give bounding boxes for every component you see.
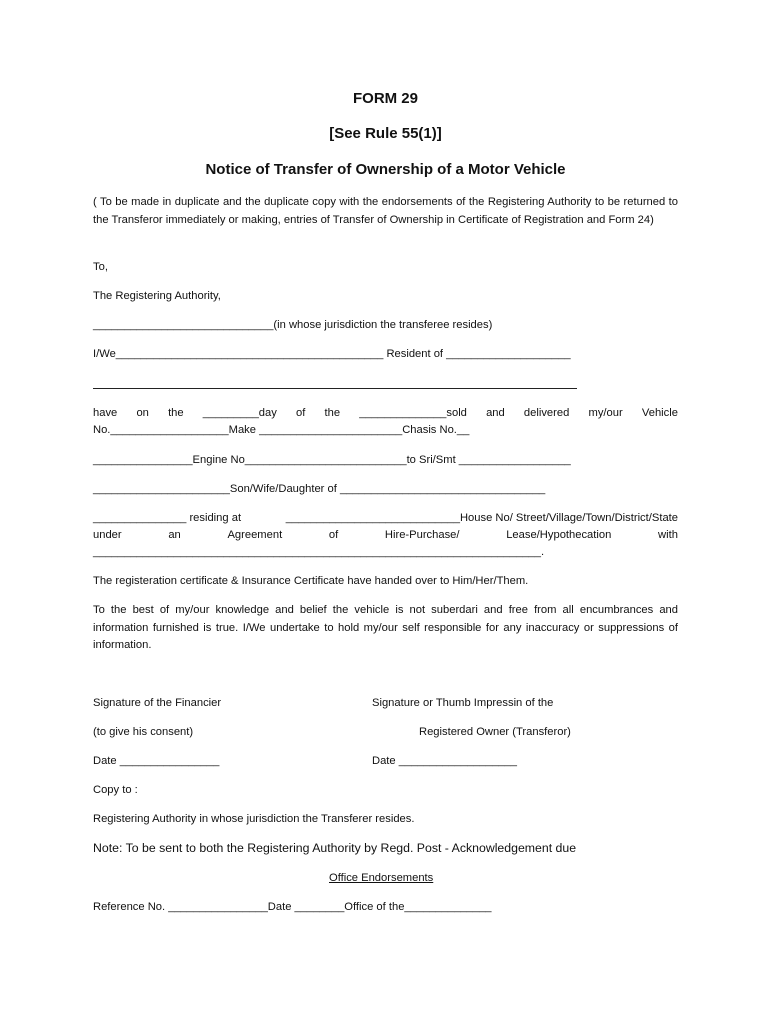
- word: my/our: [588, 407, 623, 419]
- word: the: [324, 407, 341, 419]
- residing-at-line: [93, 510, 678, 527]
- agreement-line: [93, 527, 678, 544]
- owner-signature-label: Signature or Thumb Impressin of the: [372, 697, 554, 709]
- copy-to-label: Copy to :: [93, 784, 138, 796]
- financier-signature-label: Signature of the Financier: [93, 697, 222, 709]
- word: the: [168, 407, 184, 419]
- form-number: FORM 29: [352, 90, 418, 107]
- engine-no-line: ________________Engine No__________________________to Sri/Smt __________________: [93, 454, 571, 466]
- financier-name-line: ________________________________________________________________________.: [93, 546, 545, 558]
- to-label: To,: [93, 261, 108, 273]
- word: an: [168, 529, 181, 541]
- word: of: [328, 529, 339, 541]
- word: have: [93, 407, 118, 419]
- form-title: Notice of Transfer of Ownership of a Motor Vehicle: [205, 161, 566, 178]
- copy-recipient: Registering Authority in whose jurisdiction the Transferer resides.: [93, 813, 415, 825]
- word: and: [486, 407, 505, 419]
- house-address-field: ____________________________House No/ Street/Village/Town/District/State: [285, 512, 678, 524]
- word: Hire-Purchase/: [384, 529, 460, 541]
- office-endorsements-heading: Office Endorsements: [329, 872, 434, 884]
- have-on-the-day-line: [93, 405, 678, 422]
- residing-field: _______________ residing at: [93, 512, 242, 524]
- owner-date-field: Date ___________________: [372, 755, 517, 767]
- blank-address-line: [93, 388, 577, 389]
- word: of: [296, 407, 306, 419]
- vehicle-make-chassis-line: No.___________________Make _______________________Chasis No.__: [93, 424, 470, 436]
- postal-note: Note: To be sent to both the Registering Authority by Regd. Post - Acknowledgement due: [93, 841, 577, 855]
- son-wife-daughter-line: ______________________Son/Wife/Daughter of _________________________________: [93, 483, 546, 495]
- declaration-paragraph: To the best of my/our knowledge and belief the vehicle is not suberdari and free from all encumbrances and information furnished is true. I/We undertake to hold my/our self responsible for any inaccuracy or suppressions of information.: [93, 604, 678, 651]
- financier-date-field: Date ________________: [93, 755, 220, 767]
- word: on: [136, 407, 149, 419]
- day-field: _________day: [202, 407, 277, 419]
- reference-line: Reference No. ________________Date ________Office of the______________: [93, 901, 492, 913]
- word: Lease/Hypothecation: [506, 529, 612, 541]
- sold-field: ______________sold: [359, 407, 467, 419]
- word: Vehicle: [641, 407, 678, 419]
- word: with: [658, 529, 678, 541]
- iwe-resident-line: I/We___________________________________________ Resident of ____________________: [93, 348, 571, 360]
- certificate-statement: The registeration certificate & Insurance Certificate have handed over to Him/Her/Them.: [93, 575, 529, 587]
- instructions-paragraph: ( To be made in duplicate and the duplicate copy with the endorsements of the Registering Authority to be returned to the Transferor immediately or making, entries of Transfer of Ownership in Certificate of Registration and Form 24): [93, 196, 678, 226]
- rule-reference: [See Rule 55(1)]: [329, 125, 442, 142]
- registered-owner-label: Registered Owner (Transferor): [419, 726, 571, 738]
- financier-consent-note: (to give his consent): [93, 726, 194, 738]
- authority-label: The Registering Authority,: [93, 290, 221, 302]
- word: Agreement: [227, 529, 283, 541]
- jurisdiction-line: _____________________________(in whose jurisdiction the transferee resides): [93, 319, 493, 331]
- word: under: [93, 529, 122, 541]
- word: delivered: [523, 407, 570, 419]
